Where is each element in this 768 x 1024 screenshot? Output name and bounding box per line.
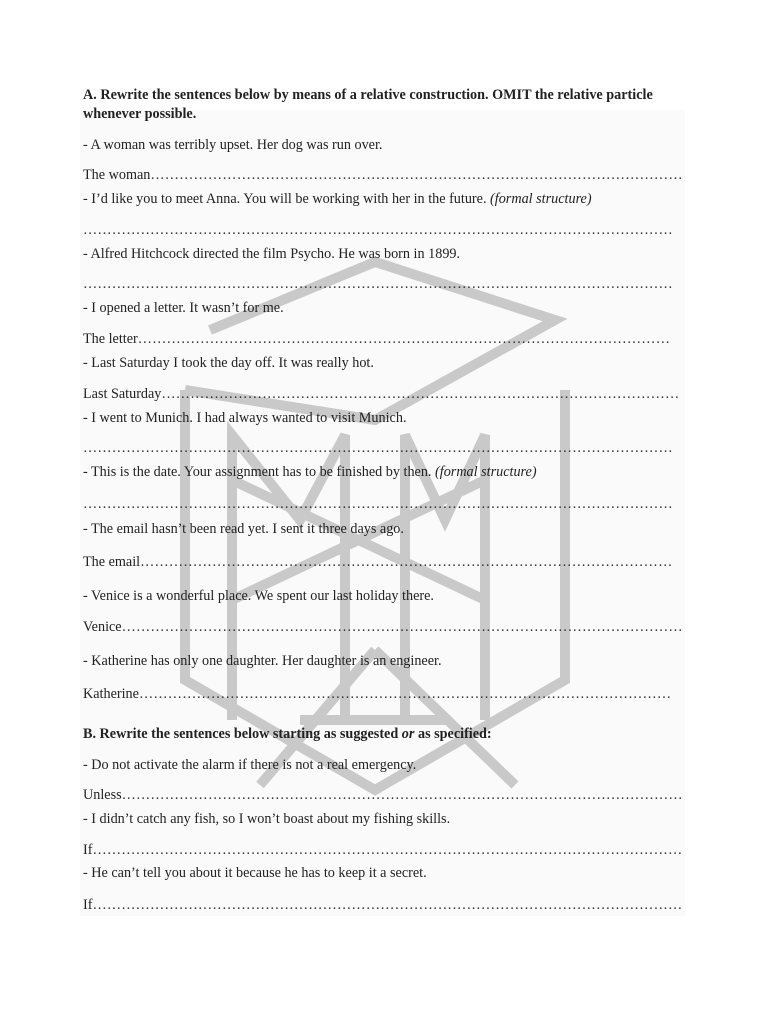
answer-dots: …………………………………………………………………………………………………: [138, 686, 672, 702]
b-item-1-prompt: - Do not activate the alarm if there is not a real emergency.: [83, 757, 417, 773]
b-item-2-answer-start: If: [83, 842, 93, 858]
item-6-answer-line: [83, 440, 673, 457]
answer-dots: ……………………………………………………………………………………………………………: [83, 440, 673, 456]
item-10-prompt: - Katherine has only one daughter. Her daughter is an engineer.: [83, 653, 442, 669]
b-item-3-prompt: - He can’t tell you about it because he has to keep it a secret.: [83, 865, 427, 881]
item-2-note: (formal structure): [490, 191, 592, 207]
answer-dots: ……………………………………………………………………………………………………………: [83, 276, 673, 292]
item-5-answer-start: Last Saturday: [83, 386, 162, 402]
answer-dots: ……………………………………………………………………………………………………………: [83, 222, 673, 238]
item-7-prompt: [83, 464, 537, 481]
item-5-prompt: - Last Saturday I took the day off. It was really hot.: [83, 355, 374, 371]
item-3-prompt: - Alfred Hitchcock directed the film Psycho. He was born in 1899.: [83, 246, 461, 262]
b-item-3-answer-line: [83, 897, 682, 914]
answer-dots: ……………………………………………………………………………………………………………: [83, 496, 673, 512]
item-8-answer-line: [83, 554, 672, 571]
b-item-3-answer-start: If: [83, 897, 93, 913]
b-item-2-prompt: - I didn’t catch any fish, so I won’t boast about my fishing skills.: [83, 811, 451, 827]
item-6-prompt: - I went to Munich. I had always wanted to visit Munich.: [83, 410, 407, 426]
answer-dots: ………………………………………………………………………………………………: [161, 386, 680, 402]
item-4-prompt: - I opened a letter. It wasn’t for me.: [83, 300, 284, 316]
item-2-text: - I’d like you to meet Anna. You will be working with her in the future.: [83, 191, 491, 207]
item-1-answer-line: [83, 167, 683, 184]
item-10-answer-start: Katherine: [83, 686, 139, 702]
item-7-answer-line: [83, 496, 673, 513]
item-1-prompt: - A woman was terribly upset. Her dog was run over.: [83, 137, 383, 153]
answer-dots: …………………………………………………………………………………………………: [140, 554, 673, 570]
answer-dots: …………………………………………………………………………………………………: [137, 331, 671, 347]
item-2-answer-line: [83, 222, 673, 239]
section-b-heading: [83, 725, 683, 744]
item-4-answer-line: [83, 331, 670, 348]
b-item-2-answer-line: [83, 842, 682, 859]
item-9-prompt: - Venice is a wonderful place. We spent our last holiday there.: [83, 588, 434, 604]
item-4-answer-start: The letter: [83, 331, 138, 347]
item-9-answer-line: [83, 619, 683, 636]
answer-dots: ………………………………………………………………………………………………………: [121, 619, 683, 635]
item-2-prompt: [83, 191, 592, 208]
item-9-answer-start: Venice: [83, 619, 122, 635]
section-b-heading-text: B. Rewrite the sentences below starting as suggested: [83, 726, 402, 742]
answer-dots: ……………………………………………………………………………………………………………: [92, 842, 683, 858]
answer-dots: ……………………………………………………………………………………………………………: [92, 897, 683, 913]
section-b-heading-or: or: [401, 726, 415, 742]
answer-dots: ………………………………………………………………………………………………………: [121, 787, 683, 803]
b-item-1-answer-line: [83, 787, 683, 804]
answer-dots: …………………………………………………………………………………………………: [150, 167, 683, 183]
item-8-prompt: - The email hasn’t been read yet. I sent it three days ago.: [83, 521, 404, 537]
section-b-heading-end: as specified:: [414, 726, 492, 742]
item-8-answer-start: The email: [83, 554, 141, 570]
item-3-answer-line: [83, 276, 673, 293]
item-7-text: - This is the date. Your assignment has to be finished by then.: [83, 464, 436, 480]
item-7-note: (formal structure): [435, 464, 537, 480]
section-a-heading: A. Rewrite the sentences below by means of a relative construction. OMIT the relative particle whenever possible.: [83, 87, 653, 122]
b-item-1-answer-start: Unless: [83, 787, 122, 803]
item-1-answer-start: The woman: [83, 167, 151, 183]
item-10-answer-line: [83, 686, 671, 703]
item-5-answer-line: [83, 386, 679, 403]
